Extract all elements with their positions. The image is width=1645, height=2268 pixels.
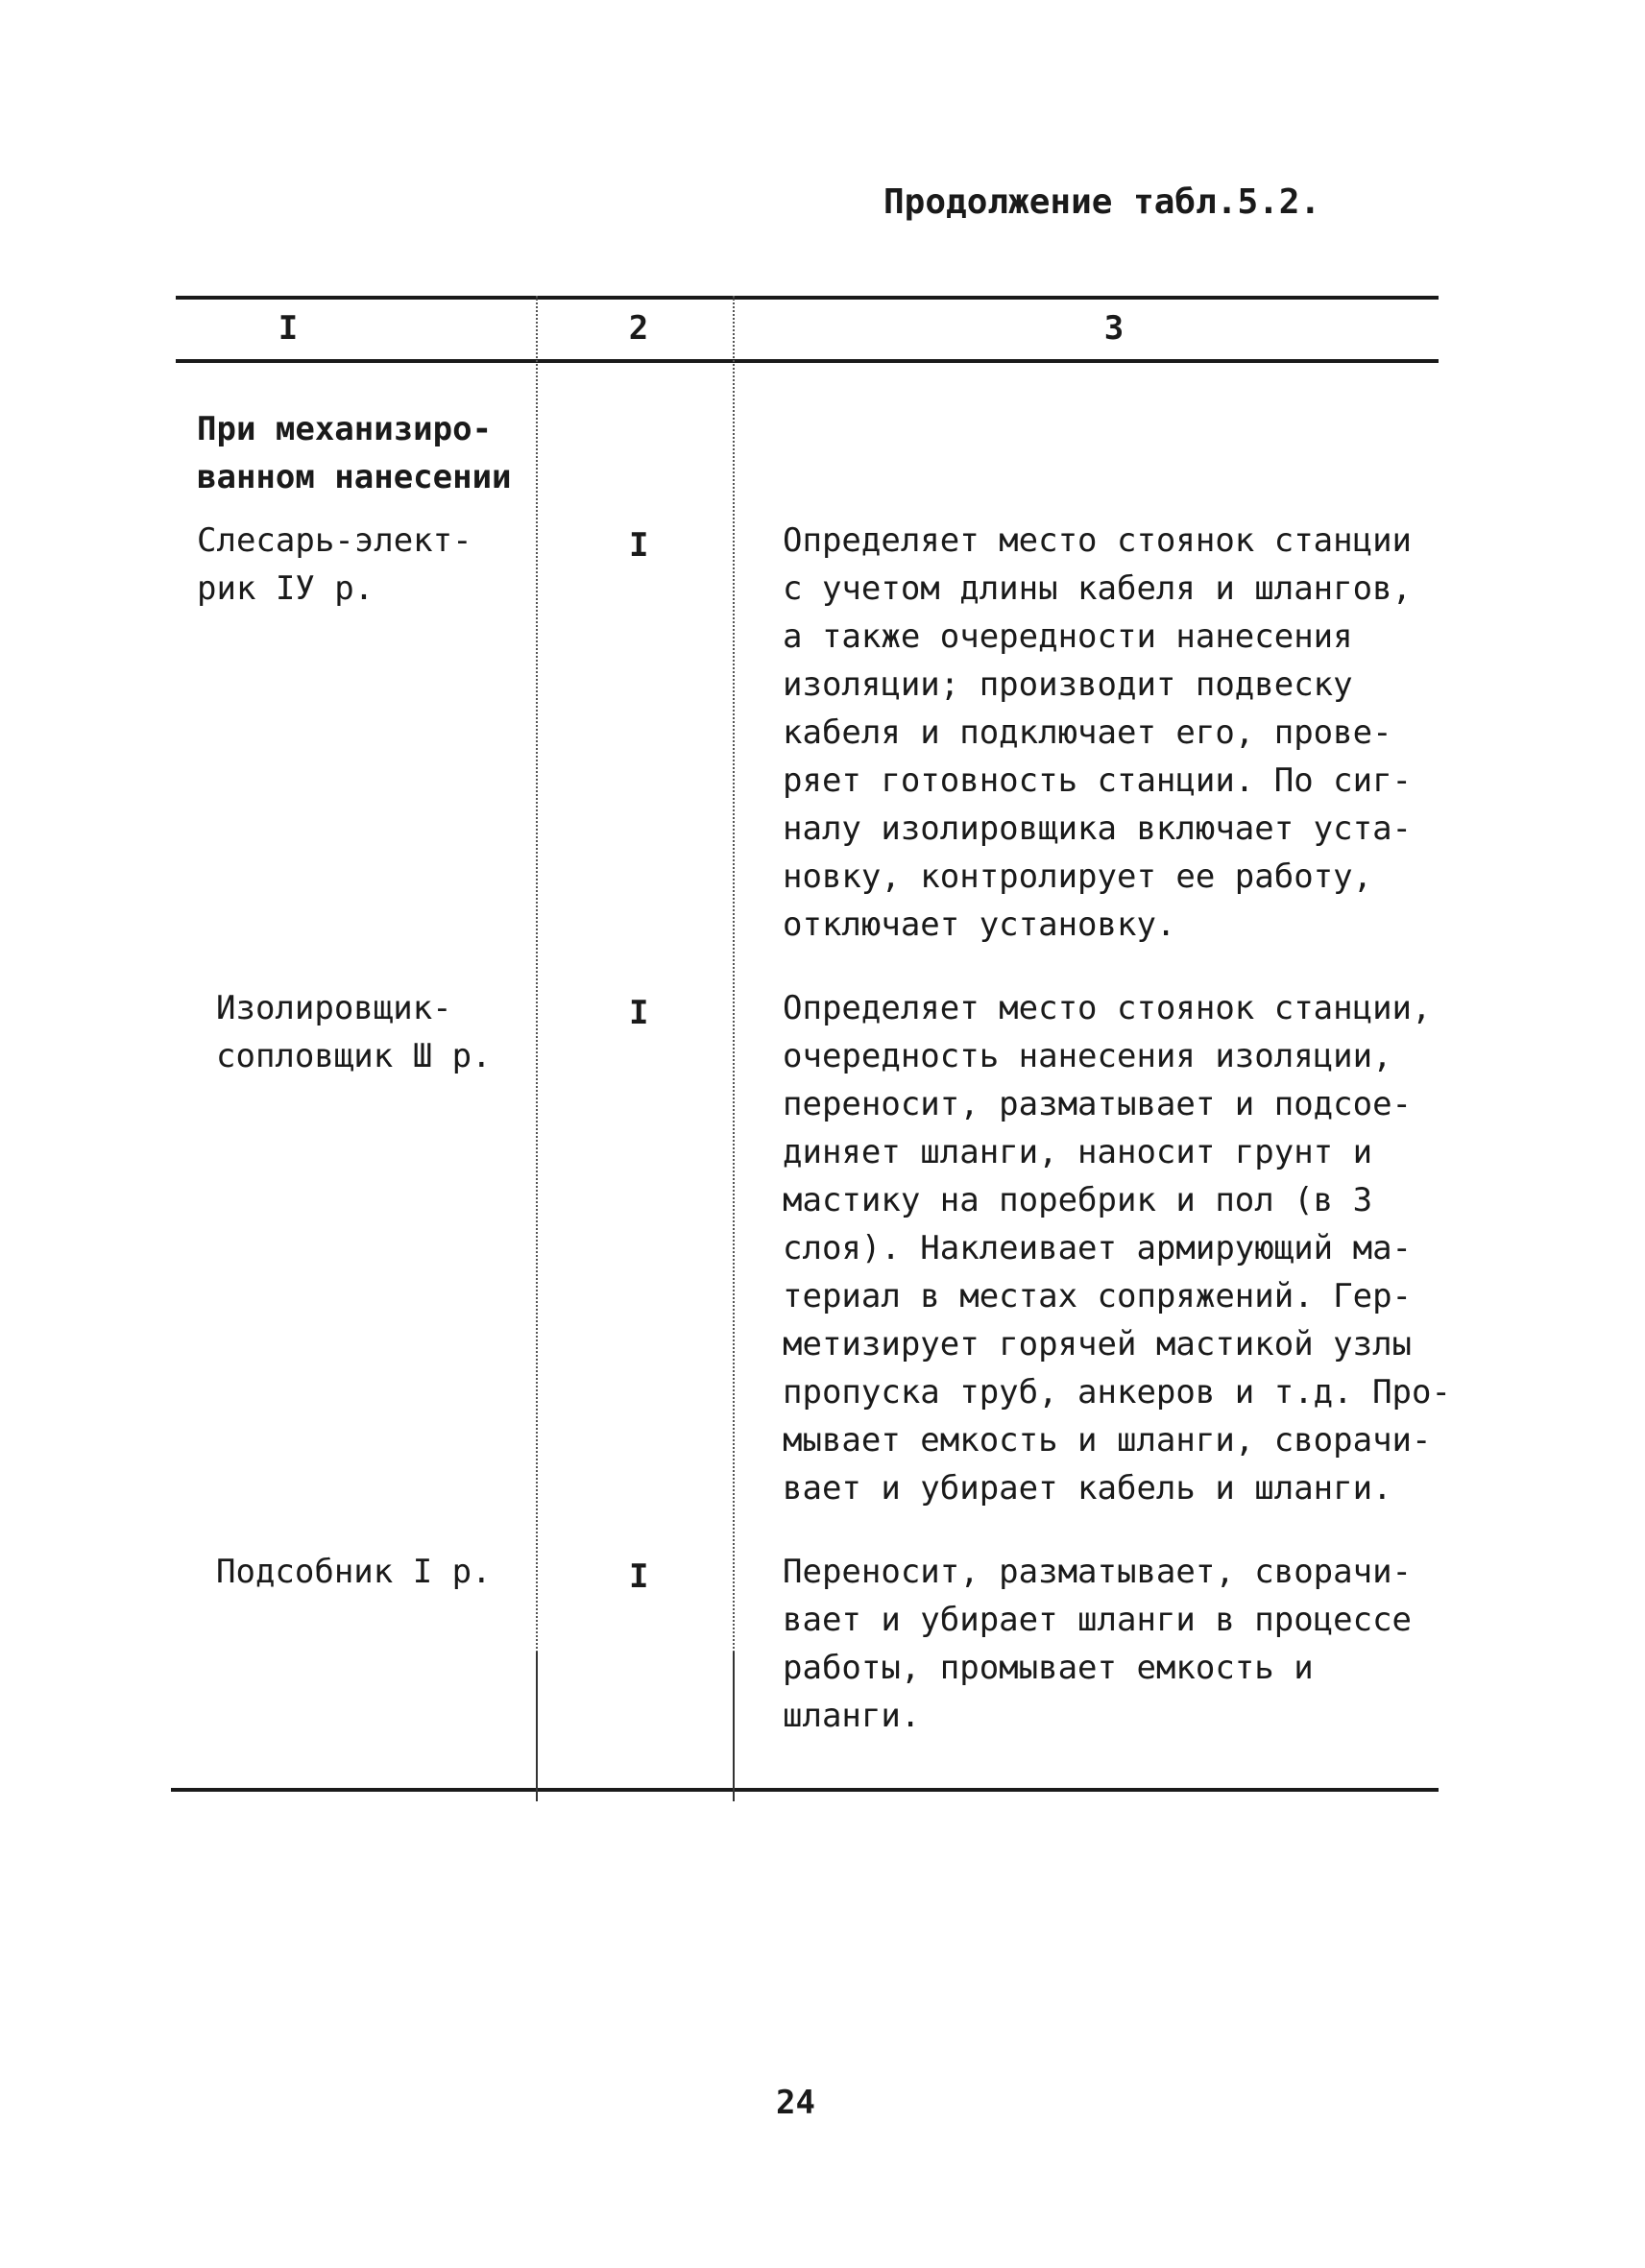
table-header-rule <box>176 359 1439 363</box>
table-bottom-rule <box>171 1788 1439 1792</box>
section-heading: При механизиро- ванном нанесении <box>197 410 512 496</box>
row-1-count: I <box>629 526 649 565</box>
row-3-duties: Переносит, разматывает, сворачи- вает и убирает шланги в процессе работы, промывает емкость и шланги. <box>783 1553 1413 1735</box>
row-1-duties: Определяет место стоянок станции с учетом длины кабеля и шлангов, а также очередности нанесения изоляции; производит подвеску кабеля и подключает его, прове- ряет готовность станции. По сиг- налу изолировщика включает уста- новку, контролирует ее работу, отключает установку. <box>783 521 1413 944</box>
column-divider-1-bottom <box>536 1652 538 1801</box>
row-3-count: I <box>629 1557 649 1596</box>
table-top-rule <box>176 296 1439 300</box>
column-divider-2 <box>733 296 735 1801</box>
row-2-duties: Определяет место стоянок станции, очередность нанесения изоляции, переносит, разматывает и подсое- диняет шланги, наносит грунт и мастику на поребрик и пол (в 3 слоя). Наклеивает армирующий ма- териал в местах сопряжений. Гер- метизирует горячей мастикой узлы пропуска труб, анкеров и т.д. Про- мывает емкость и шланги, сворачи- вает и убирает кабель и шланги. <box>783 989 1451 1508</box>
row-2-role: Изолировщик- сопловщик Ш р. <box>216 989 492 1075</box>
page-number: 24 <box>776 2084 815 2122</box>
column-divider-1 <box>536 296 538 1801</box>
header-col-1: I <box>278 309 299 348</box>
table-continuation-caption: Продолжение табл.5.2. <box>883 182 1321 222</box>
row-1-role: Слесарь-элект- рик IУ р. <box>197 521 472 608</box>
header-col-3: 3 <box>1103 309 1125 348</box>
row-3-role: Подсобник I р. <box>216 1553 492 1591</box>
column-divider-2-bottom <box>733 1652 735 1801</box>
row-2-count: I <box>629 994 649 1032</box>
header-col-2: 2 <box>628 309 649 348</box>
